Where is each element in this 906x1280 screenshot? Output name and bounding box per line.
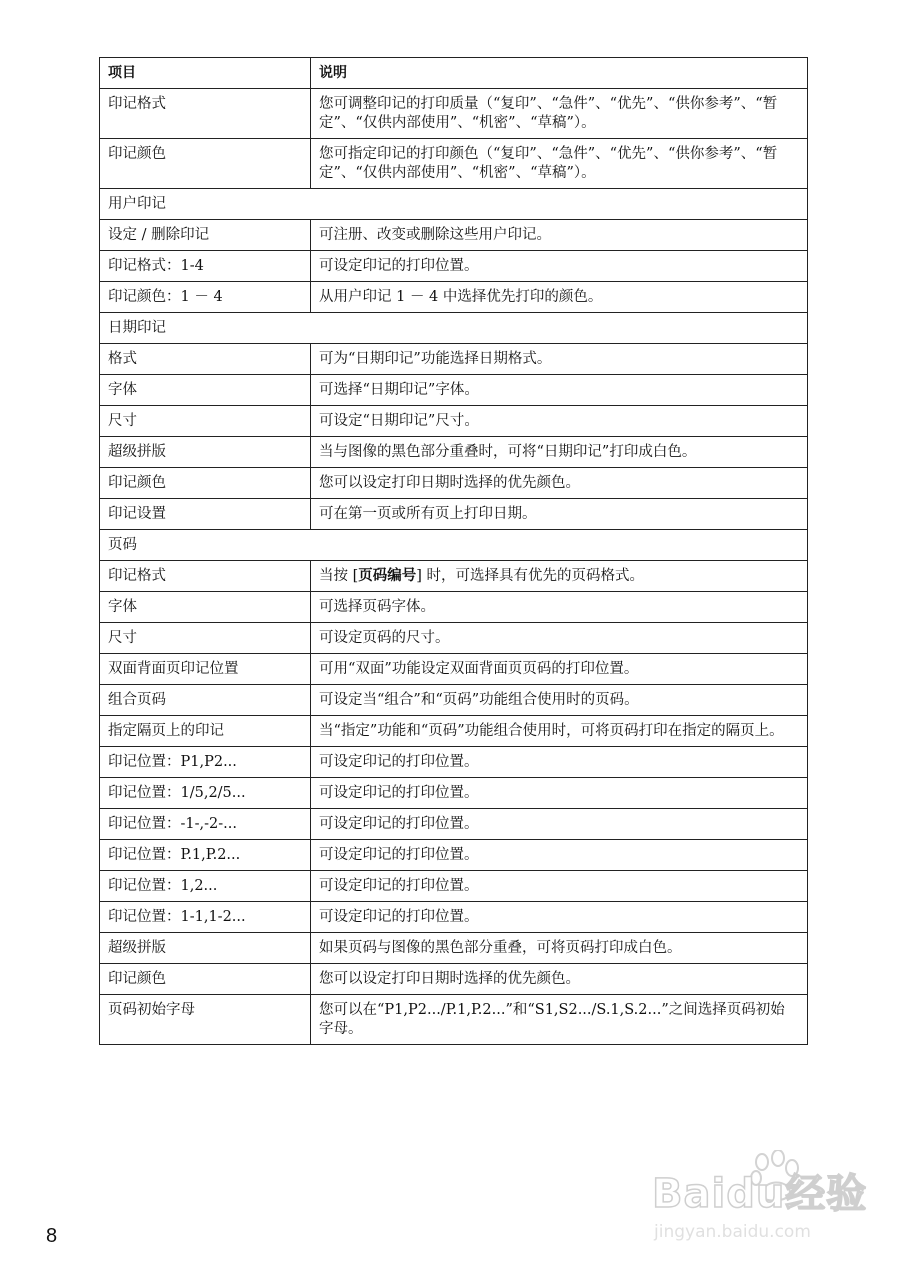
- table-header-row: [100, 58, 808, 89]
- description-cell: 可设定印记的打印位置。: [311, 840, 808, 871]
- description-cell: 当与图像的黑色部分重叠时，可将“日期印记”打印成白色。: [311, 437, 808, 468]
- item-cell: 尺寸: [100, 406, 311, 437]
- section-row: [100, 530, 808, 561]
- description-cell: 可设定印记的打印位置。: [311, 902, 808, 933]
- item-cell: 超级拼版: [100, 437, 311, 468]
- description-cell: 可设定印记的打印位置。: [311, 871, 808, 902]
- section-title: 页码: [100, 530, 808, 561]
- header-item: 项目: [100, 58, 311, 89]
- table-row: [100, 902, 808, 933]
- item-cell: 尺寸: [100, 623, 311, 654]
- section-row: [100, 189, 808, 220]
- page-number-key-label: 页码编号: [358, 568, 417, 584]
- item-cell: 印记颜色：1 － 4: [100, 282, 311, 313]
- description-cell: 您可指定印记的打印颜色（“复印”、“急件”、“优先”、“供你参考”、“暂定”、“仅供内部使用”、“机密”、“草稿”）。: [311, 139, 808, 189]
- table-row: [100, 809, 808, 840]
- table-row: [100, 685, 808, 716]
- table-row: [100, 468, 808, 499]
- description-cell: 可在第一页或所有页上打印日期。: [311, 499, 808, 530]
- settings-table: [99, 57, 808, 1045]
- table-row: [100, 623, 808, 654]
- table-row: [100, 251, 808, 282]
- table-row: [100, 871, 808, 902]
- table-row: [100, 220, 808, 251]
- item-cell: 印记设置: [100, 499, 311, 530]
- item-cell: 印记位置：-1-,-2-...: [100, 809, 311, 840]
- item-cell: 印记颜色: [100, 468, 311, 499]
- header-description: 说明: [311, 58, 808, 89]
- description-cell: 从用户印记 1 － 4 中选择优先打印的颜色。: [311, 282, 808, 313]
- watermark-url: jingyan.baidu.com: [654, 1222, 811, 1242]
- description-cell: 可用“双面”功能设定双面背面页页码的打印位置。: [311, 654, 808, 685]
- table-row: [100, 499, 808, 530]
- watermark-brand: Baidu经验: [652, 1171, 868, 1217]
- baidu-jingyan-watermark: [640, 1150, 880, 1270]
- description-text: ] 时，可选择具有优先的页码格式。: [416, 568, 645, 584]
- item-cell: 超级拼版: [100, 933, 311, 964]
- item-cell: 印记位置：P.1,P.2...: [100, 840, 311, 871]
- item-cell: 格式: [100, 344, 311, 375]
- item-cell: 印记颜色: [100, 964, 311, 995]
- section-title: 用户印记: [100, 189, 808, 220]
- description-cell: 当“指定”功能和“页码”功能组合使用时，可将页码打印在指定的隔页上。: [311, 716, 808, 747]
- description-cell: 可选择页码字体。: [311, 592, 808, 623]
- description-cell: 可设定印记的打印位置。: [311, 778, 808, 809]
- table-row: [100, 778, 808, 809]
- page-number: 8: [46, 1225, 58, 1247]
- item-cell: 页码初始字母: [100, 995, 311, 1045]
- description-cell: 可选择“日期印记”字体。: [311, 375, 808, 406]
- item-cell: 印记颜色: [100, 139, 311, 189]
- table-row: [100, 282, 808, 313]
- table-row: [100, 840, 808, 871]
- description-cell: 您可以在“P1,P2.../P.1,P.2...”和“S1,S2.../S.1,S.2...”之间选择页码初始字母。: [311, 995, 808, 1045]
- description-cell: 可设定印记的打印位置。: [311, 747, 808, 778]
- table-row: [100, 437, 808, 468]
- table-row: [100, 139, 808, 189]
- description-cell: 可设定当“组合”和“页码”功能组合使用时的页码。: [311, 685, 808, 716]
- section-row: [100, 313, 808, 344]
- table-row: [100, 344, 808, 375]
- item-cell: 印记位置：1,2...: [100, 871, 311, 902]
- item-cell: 印记位置：P1,P2...: [100, 747, 311, 778]
- item-cell: 印记格式：1-4: [100, 251, 311, 282]
- item-cell: 字体: [100, 375, 311, 406]
- description-cell: 可注册、改变或删除这些用户印记。: [311, 220, 808, 251]
- description-cell: 可设定页码的尺寸。: [311, 623, 808, 654]
- table-row: [100, 561, 808, 592]
- table-row: [100, 406, 808, 437]
- table-row: [100, 375, 808, 406]
- description-cell: [311, 561, 808, 592]
- description-cell: 如果页码与图像的黑色部分重叠，可将页码打印成白色。: [311, 933, 808, 964]
- table-row: [100, 89, 808, 139]
- description-cell: 可设定印记的打印位置。: [311, 809, 808, 840]
- table-row: [100, 995, 808, 1045]
- item-cell: 印记位置：1-1,1-2...: [100, 902, 311, 933]
- table-row: [100, 964, 808, 995]
- table-row: [100, 747, 808, 778]
- item-cell: 印记格式: [100, 561, 311, 592]
- item-cell: 字体: [100, 592, 311, 623]
- table-row: [100, 592, 808, 623]
- table-row: [100, 933, 808, 964]
- description-text: 当按 [: [319, 568, 359, 584]
- description-cell: 您可调整印记的打印质量（“复印”、“急件”、“优先”、“供你参考”、“暂定”、“仅供内部使用”、“机密”、“草稿”）。: [311, 89, 808, 139]
- item-cell: 组合页码: [100, 685, 311, 716]
- description-cell: 可设定“日期印记”尺寸。: [311, 406, 808, 437]
- description-cell: 可设定印记的打印位置。: [311, 251, 808, 282]
- item-cell: 印记位置：1/5,2/5...: [100, 778, 311, 809]
- table-row: [100, 716, 808, 747]
- description-cell: 可为“日期印记”功能选择日期格式。: [311, 344, 808, 375]
- table-row: [100, 654, 808, 685]
- item-cell: 双面背面页印记位置: [100, 654, 311, 685]
- item-cell: 指定隔页上的印记: [100, 716, 311, 747]
- section-title: 日期印记: [100, 313, 808, 344]
- item-cell: 设定 / 删除印记: [100, 220, 311, 251]
- item-cell: 印记格式: [100, 89, 311, 139]
- description-cell: 您可以设定打印日期时选择的优先颜色。: [311, 964, 808, 995]
- description-cell: 您可以设定打印日期时选择的优先颜色。: [311, 468, 808, 499]
